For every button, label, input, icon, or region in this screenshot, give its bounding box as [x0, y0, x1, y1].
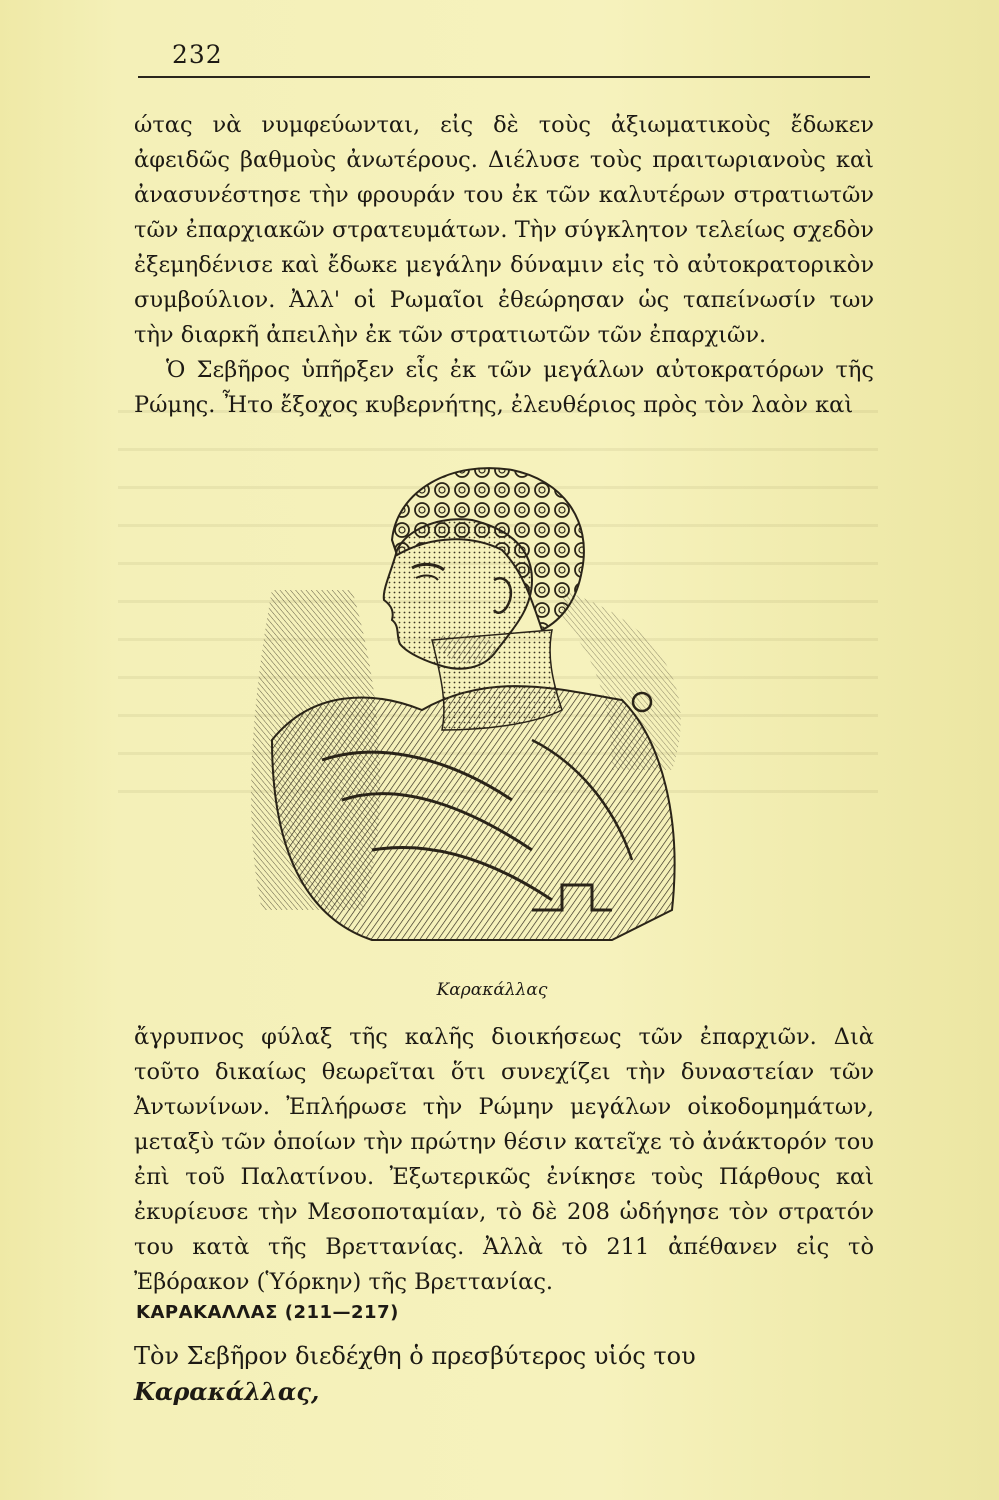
- page-number: 232: [172, 40, 223, 69]
- text-block-top: [134, 108, 874, 423]
- section-heading: ΚΑΡΑΚΑΛΛΑΣ (211—217): [136, 1302, 399, 1323]
- text-block-bottom: [134, 1020, 874, 1300]
- paragraph-severus-continued: ἄγρυπνος φύλαξ τῆς καλῆς διοικήσεως τῶν ἐπαρχιῶν. Διὰ τοῦτο δικαίως θεωρεῖται ὅτι συνεχίζει τὴν δυναστείαν τῶν Ἀντωνίνων. Ἐπλήρωσε τὴν Ρώμην μεγάλων οἰκοδομημάτων, μεταξὺ τῶν ὁποίων τὴν πρώτην θέσιν κατεῖχε τὸ ἀνάκτορόν του ἐπὶ τοῦ Παλατίνου. Ἐξωτερικῶς ἐνίκησε τοὺς Πάρθους καὶ ἐκυρίευσε τὴν Μεσοποταμίαν, τὸ δὲ 208 ὡδήγησε τὸν στρατόν του κατὰ τῆς Βρεττανίας. Ἀλλὰ τὸ 211 ἀπέθανεν εἰς τὸ Ἐβόρακον (Ὑόρκην) τῆς Βρεττανίας.: [134, 1024, 874, 1295]
- portrait-illustration: [232, 440, 772, 980]
- paragraph-continuation: ώτας νὰ νυμφεύωνται, εἰς δὲ τοὺς ἀξιωματικοὺς ἔδωκεν ἀφειδῶς βαθμοὺς ἀνωτέρους. Διέλυσε τοὺς πραιτωριανοὺς καὶ ἀνασυνέστησε τὴν φρουράν του ἐκ τῶν καλυτέρων στρατιωτῶν τῶν ἐπαρχιακῶν στρατευμάτων. Τὴν σύγκλητον τελείως σχεδὸν ἐξεμηδένισε καὶ ἔδωκε μεγάλην δύναμιν εἰς τὸ αὐτοκρατορικὸν συμβούλιον. Ἀλλ' οἱ Ρωμαῖοι ἐθεώρησαν ὡς ταπείνωσίν των τὴν διαρκῆ ἀπειλὴν ἐκ τῶν στρατιωτῶν τῶν ἐπαρχιῶν.: [134, 112, 874, 348]
- figure-caption: Καρακάλλας: [436, 980, 548, 1000]
- caracalla-bust-engraving: [232, 440, 772, 980]
- header-rule: [138, 76, 870, 78]
- section-first-line: [134, 1338, 874, 1410]
- caracalla-name-emphasis: Καρακάλλας,: [134, 1377, 320, 1406]
- paragraph-severus: Ὁ Σεβῆρος ὑπῆρξεν εἷς ἐκ τῶν μεγάλων αὐτοκρατόρων τῆς Ρώμης. Ἦτο ἔξοχος κυβερνήτης, ἐλευθέριος πρὸς τὸν λαὸν καὶ: [134, 357, 874, 418]
- section-first-line-text: Τὸν Σεβῆρον διεδέχθη ὁ πρεσβύτερος υἱός του: [134, 1342, 696, 1370]
